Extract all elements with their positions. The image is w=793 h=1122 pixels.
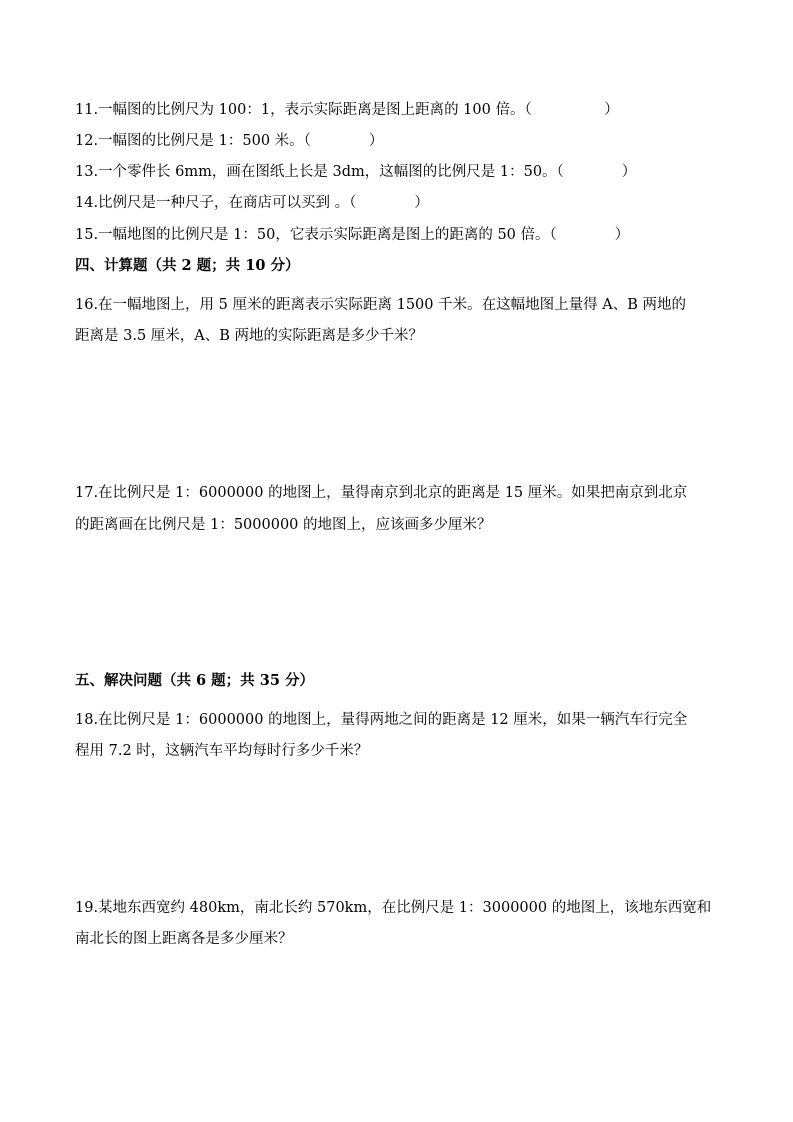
question-19-line-2: 南北长的图上距离各是多少厘米？ [75, 931, 293, 947]
question-15: 15.一幅地图的比例尺是 1：50，它表示实际距离是图上的距离的 50 倍。（ ） [75, 227, 630, 243]
question-17-line-2: 的距离画在比例尺是 1：5000000 的地图上，应该画多少厘米？ [75, 517, 492, 533]
question-16-line-2: 距离是 3.5 厘米，A、B 两地的实际距离是多少千米？ [75, 328, 424, 344]
section-4-heading: 四、计算题（共 2 题；共 10 分） [75, 257, 300, 274]
question-11: 11.一幅图的比例尺为 100：1，表示实际距离是图上距离的 100 倍。（ ） [75, 102, 619, 118]
question-12: 12.一幅图的比例尺是 1：500 米。（ ） [75, 133, 384, 149]
question-14: 14.比例尺是一种尺子，在商店可以买到 。（ ） [75, 195, 429, 211]
question-16-line-1: 16.在一幅地图上，用 5 厘米的距离表示实际距离 1500 千米。在这幅地图上量得 A、B 两地的 [75, 297, 686, 313]
question-18-line-1: 18.在比例尺是 1：6000000 的地图上，量得两地之间的距离是 12 厘米，如果一辆汽车行完全 [75, 712, 688, 728]
question-13: 13.一个零件长 6mm，画在图纸上长是 3dm，这幅图的比例尺是 1：50。（ ） [75, 164, 637, 180]
question-17-line-1: 17.在比例尺是 1：6000000 的地图上，量得南京到北京的距离是 15 厘米。如果把南京到北京 [75, 485, 688, 501]
section-5-heading: 五、解决问题（共 6 题；共 35 分） [75, 672, 314, 689]
question-18-line-2: 程用 7.2 时，这辆汽车平均每时行多少千米？ [75, 743, 369, 759]
question-19-line-1: 19.某地东西宽约 480km，南北长约 570km，在比例尺是 1：3000000 的地图上，该地东西宽和 [75, 900, 712, 916]
